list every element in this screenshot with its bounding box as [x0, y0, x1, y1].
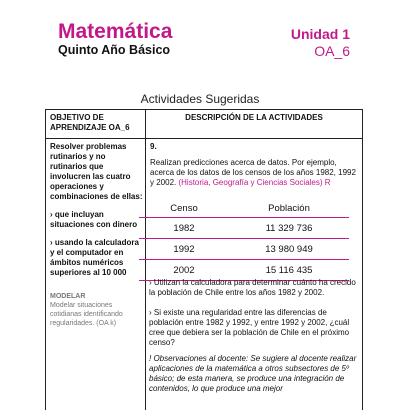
census-population: 15 116 435: [265, 264, 313, 276]
activity-number: 9.: [150, 142, 157, 151]
description-cell: [150, 142, 358, 188]
activity-intro: [150, 158, 358, 188]
modelar-note: [50, 292, 144, 328]
objective-cell: [50, 142, 144, 286]
description-column-header: DESCRIPCIÓN DE LA ACTIVIDADES: [185, 113, 323, 122]
activity-intro-text: Realizan predicciones acerca de datos. Por ejemplo, acerca de los datos de los censos de los años 1982, 1992 y 2002.: [150, 158, 356, 187]
question-regularity: › Si existe una regularidad entre las diferencias de población entre 1982 y 1992, y entre 1992 y 2002, ¿cuál cree que debiera ser la población de Chile en el próximo censo?: [149, 308, 350, 347]
oa-label: OA_6: [314, 43, 350, 59]
subject-title: Matemática: [58, 20, 173, 43]
objective-bullet-money: › que incluyan situaciones con dinero: [50, 210, 138, 229]
census-year: 1992: [173, 243, 195, 255]
census-year-header: Censo: [170, 202, 198, 214]
section-title: Actividades Sugeridas: [140, 92, 260, 106]
objective-bullet-calculator: › usando la calculadora y el computador en ámbitos numéricos superiores al 10 000: [50, 238, 139, 277]
census-population: 11 329 736: [265, 222, 313, 234]
unit-label: Unidad 1: [290, 26, 350, 42]
objective-column-header: OBJETIVO DE APRENDIZAJE OA_6: [50, 113, 130, 132]
census-population-header: Población: [268, 202, 310, 214]
census-table: [139, 199, 349, 281]
grade-subtitle: Quinto Año Básico: [58, 43, 171, 57]
question-growth: › Utilizan la calculadora para determinar cuánto ha crecido la población de Chile entre los años 1982 y 2002.: [149, 278, 356, 297]
objective-text: Resolver problemas rutinarios y no rutinarios que involucren las cuatro operaciones y combinaciones de ellas:: [50, 142, 143, 201]
census-row: [139, 218, 349, 239]
census-year: 1982: [173, 222, 195, 234]
teacher-observation: ! Observaciones al docente: Se sugiere al docente realizar aplicaciones de la matemática a otros subsectores de 5º básico; de esta manera, se produce una integración de contenidos, lo que produce una mejor: [149, 354, 357, 393]
modelar-title: MODELAR: [50, 293, 86, 300]
census-row: [139, 239, 349, 260]
census-header-row: [139, 199, 349, 218]
header-divider: [46, 138, 362, 139]
census-year: 2002: [173, 264, 195, 276]
census-population: 13 980 949: [265, 243, 313, 255]
subject-link[interactable]: (Historia, Geografía y Ciencias Sociales) R: [178, 178, 331, 187]
modelar-text: Modelar situaciones cotidianas identificando regularidades. (OA k): [50, 302, 123, 327]
